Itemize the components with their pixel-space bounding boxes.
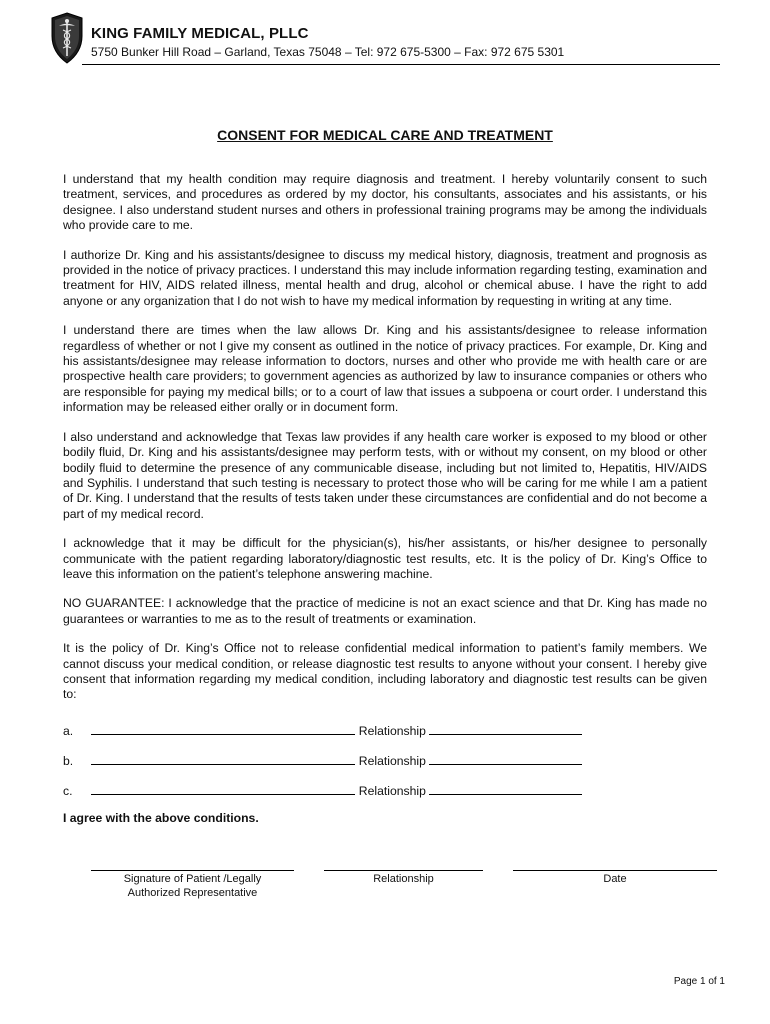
contact-name-field[interactable] xyxy=(91,753,355,765)
caduceus-shield-icon xyxy=(50,12,84,64)
contact-letter: c. xyxy=(63,784,73,798)
organization-address: 5750 Bunker Hill Road – Garland, Texas 75048 – Tel: 972 675-5300 – Fax: 972 675 5301 xyxy=(91,45,565,59)
relationship-label: Relationship xyxy=(358,724,426,738)
document-title: CONSENT FOR MEDICAL CARE AND TREATMENT xyxy=(217,127,553,143)
contact-name-field[interactable] xyxy=(91,783,355,795)
organization-name: KING FAMILY MEDICAL, PLLC xyxy=(91,25,309,42)
relationship-label: Relationship xyxy=(358,784,426,798)
consent-body xyxy=(63,172,707,717)
relationship-label: Relationship xyxy=(358,754,426,768)
contact-letter: b. xyxy=(63,754,74,768)
paragraph-testing: I also understand and acknowledge that Texas law provides if any health care worker is exposed to my blood or other bodily fluid, Dr. King and his assistants/designee may perform tests, with or without my consent, on my blood or other bodily fluid to determine the presence of any communicable disease, including but not limited to, Hepatitis, HIV/AIDS and Syphilis. I understand that such testing is necessary to protect those who will be caring for me while I am a patient of Dr. King. I understand that the results of tests taken under these circumstances are confidential and do not become a part of my medical record. xyxy=(63,429,707,521)
patient-signature-field[interactable] xyxy=(91,870,294,871)
contact-relationship-field[interactable] xyxy=(429,783,582,795)
paragraph-release: I understand there are times when the law allows Dr. King and his assistants/designee to release information regardless of whether or not I give my consent as outlined in the notice of privacy practices. For example, Dr. King and his assistants/designee may release information to doctors, nurses and other who provide me with health care or are prospective health care providers; to government agencies as authorized by law to insurance companies or others who are responsible for paying my medical bills; or to a court of law that issues a subpoena or court order. I understand this information may be released either orally or in document form. xyxy=(63,323,707,415)
header-divider xyxy=(82,64,720,65)
relationship-caption: Relationship xyxy=(373,873,434,885)
relationship-signature-field[interactable] xyxy=(324,870,483,871)
page-number: Page 1 of 1 xyxy=(673,976,725,987)
contact-letter: a. xyxy=(63,724,74,738)
agreement-statement: I agree with the above conditions. xyxy=(63,811,259,825)
patient-signature-caption xyxy=(91,873,294,900)
contact-relationship-field[interactable] xyxy=(429,753,582,765)
paragraph-family-policy: It is the policy of Dr. King’s Office not to release confidential medical information to patient’s family members. We cannot discuss your medical condition, or release diagnostic test results to anyone without your consent. I hereby give consent that information regarding my medical condition, including laboratory and diagnostic test results can be given to: xyxy=(63,641,707,702)
paragraph-no-guarantee: NO GUARANTEE: I acknowledge that the practice of medicine is not an exact science and that Dr. King has made no guarantees or warranties to me as to the result of treatments or examination. xyxy=(63,596,707,626)
paragraph-consent: I understand that my health condition may require diagnosis and treatment. I hereby voluntarily consent to such treatment, services, and procedures as ordered by my doctor, his consultants, associates and his assistants, or his designee. I also understand student nurses and others in professional training programs may be among the individuals who provide care to me. xyxy=(63,172,707,233)
patient-signature-caption-line1: Signature of Patient /Legally xyxy=(123,873,262,885)
date-caption: Date xyxy=(603,873,627,885)
patient-signature-caption-line2: Authorized Representative xyxy=(127,886,258,899)
contact-relationship-field[interactable] xyxy=(429,723,582,735)
contact-row-b xyxy=(63,753,707,768)
contact-row-a xyxy=(63,723,707,738)
paragraph-communication: I acknowledge that it may be difficult for the physician(s), his/her assistants, or his/her designee to personally communicate with the patient regarding laboratory/diagnostic test results, etc. It is the policy of Dr. King’s Office to leave this information on the patient’s telephone answering machine. xyxy=(63,536,707,581)
contact-name-field[interactable] xyxy=(91,723,355,735)
date-field[interactable] xyxy=(513,870,717,871)
paragraph-authorization: I authorize Dr. King and his assistants/designee to discuss my medical history, diagnosis, treatment and prognosis as provided in the notice of privacy practices. I understand this may include information regarding testing, examination and treatment for HIV, AIDS related illness, mental health and drug, alcohol or chemical abuse. I have the right to add anyone or any organization that I do not wish to have my medical information by requesting in writing at any time. xyxy=(63,247,707,308)
contact-row-c xyxy=(63,783,707,798)
